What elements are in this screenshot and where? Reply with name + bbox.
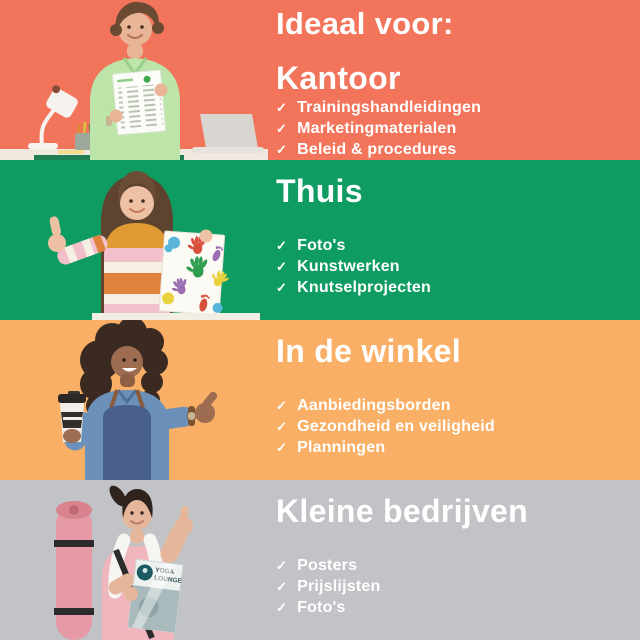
photo-office-woman	[0, 0, 270, 160]
kantoor-content	[276, 6, 630, 160]
page-title: Ideaal voor:	[276, 6, 454, 41]
pointing-thumb-hand	[195, 390, 219, 423]
artwork-paper	[159, 231, 234, 316]
photo-girl-artwork	[0, 160, 270, 320]
barista-woman	[58, 320, 219, 480]
photo-yoga-woman	[0, 480, 270, 640]
list-item	[276, 235, 630, 256]
list-item-label: Foto's	[297, 237, 346, 254]
list-item	[276, 416, 630, 437]
section-bedrijven	[0, 480, 640, 640]
list-item	[276, 97, 630, 118]
list-item-label: Marketingmaterialen	[297, 120, 457, 137]
list-item	[276, 437, 630, 458]
list-item-label: Gezondheid en veiligheid	[297, 418, 495, 435]
laminated-document	[112, 70, 165, 135]
list-item	[276, 555, 630, 576]
kantoor-heading: Kantoor	[276, 60, 401, 96]
thuis-list	[276, 235, 630, 298]
check-icon: ✓	[276, 440, 288, 455]
check-icon: ✓	[276, 238, 288, 253]
yoga-mat	[54, 501, 94, 640]
list-item-label: Trainingshandleidingen	[297, 99, 482, 116]
table-edge	[92, 313, 260, 320]
winkel-list	[276, 395, 630, 458]
office-woman	[90, 2, 180, 160]
check-icon: ✓	[276, 259, 288, 274]
list-item	[276, 597, 630, 618]
check-icon: ✓	[276, 280, 288, 295]
desk-lamp	[28, 84, 81, 149]
bedrijven-heading: Kleine bedrijven	[276, 493, 528, 529]
list-item-label: Kunstwerken	[297, 258, 400, 275]
check-icon: ✓	[276, 419, 288, 434]
poster-title-line2: LOUNGE	[153, 574, 183, 586]
list-item-label: Posters	[297, 557, 358, 574]
thumbs-up-hand	[175, 506, 193, 535]
section-thuis	[0, 160, 640, 320]
check-icon: ✓	[276, 100, 288, 115]
winkel-content	[276, 334, 630, 458]
thumbs-up-hand	[48, 216, 66, 252]
girl	[48, 171, 260, 320]
winkel-heading: In de winkel	[276, 333, 461, 369]
wooden-watch	[187, 406, 196, 426]
thuis-heading: Thuis	[276, 173, 363, 209]
bedrijven-content	[276, 494, 630, 618]
photo-barista-woman	[0, 320, 270, 480]
kantoor-list	[276, 97, 630, 160]
list-item-label: Planningen	[297, 439, 386, 456]
thuis-content	[276, 174, 630, 298]
section-winkel	[0, 320, 640, 480]
check-icon: ✓	[276, 121, 288, 136]
bedrijven-list	[276, 555, 630, 618]
list-item-label: Prijslijsten	[297, 578, 381, 595]
list-item	[276, 139, 630, 160]
check-icon: ✓	[276, 398, 288, 413]
yoga-woman	[54, 483, 193, 640]
list-item	[276, 256, 630, 277]
list-item	[276, 576, 630, 597]
section-kantoor	[0, 0, 640, 160]
list-item	[276, 395, 630, 416]
list-item-label: Foto's	[297, 599, 346, 616]
list-item	[276, 118, 630, 139]
check-icon: ✓	[276, 142, 288, 157]
laptop	[192, 114, 264, 153]
poster-title-line1: YOGA	[154, 566, 175, 577]
list-item-label: Knutselprojecten	[297, 279, 431, 296]
check-icon: ✓	[276, 558, 288, 573]
list-item-label: Aanbiedingsborden	[297, 397, 451, 414]
check-icon: ✓	[276, 600, 288, 615]
list-item-label: Beleid & procedures	[297, 141, 457, 158]
list-item	[276, 277, 630, 298]
check-icon: ✓	[276, 579, 288, 594]
